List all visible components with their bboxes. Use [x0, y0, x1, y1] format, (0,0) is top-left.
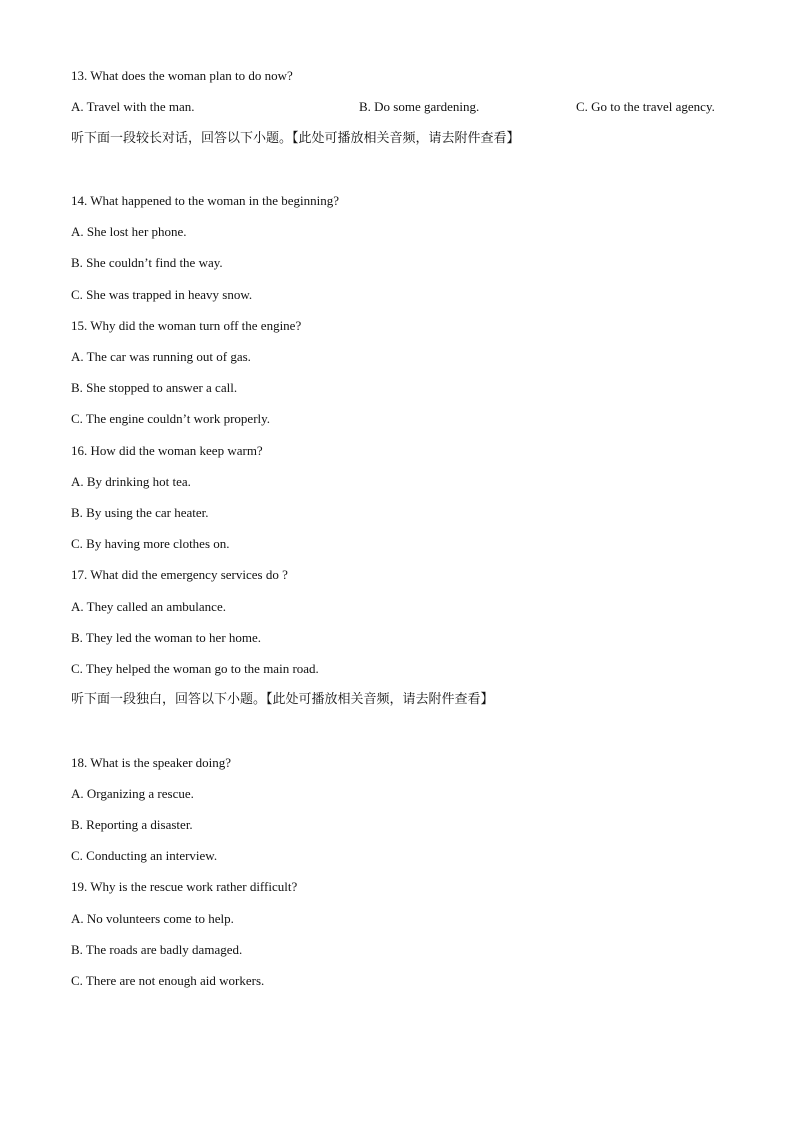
option-a: A. The car was running out of gas.	[71, 349, 251, 364]
option-a: A. By drinking hot tea.	[71, 474, 191, 489]
question-16: 16. How did the woman keep warm?	[71, 443, 263, 458]
option-a: A. She lost her phone.	[71, 224, 187, 239]
option-b: B. Do some gardening.	[359, 99, 480, 114]
option-b: B. She couldn’t find the way.	[71, 255, 223, 270]
option-b: B. By using the car heater.	[71, 505, 209, 520]
option-c: C. The engine couldn’t work properly.	[71, 411, 271, 426]
option-c: C. There are not enough aid workers.	[71, 973, 265, 988]
option-b: B. They led the woman to her home.	[71, 630, 262, 645]
option-a: A. No volunteers come to help.	[71, 911, 234, 926]
question-13-options	[71, 99, 731, 115]
question-15: 15. Why did the woman turn off the engine?	[71, 318, 302, 333]
option-b: B. Reporting a disaster.	[71, 817, 193, 832]
question-18: 18. What is the speaker doing?	[71, 755, 232, 770]
option-a: A. They called an ambulance.	[71, 599, 226, 614]
question-14: 14. What happened to the woman in the beginning?	[71, 193, 339, 208]
question-13: 13. What does the woman plan to do now?	[71, 68, 293, 83]
section-instruction-monologue: 听下面一段独白，回答以下小题。【此处可播放相关音频，请去附件查看】	[71, 692, 494, 707]
option-a: A. Travel with the man.	[71, 99, 195, 114]
question-19: 19. Why is the rescue work rather difficult?	[71, 879, 298, 894]
question-17: 17. What did the emergency services do ?	[71, 567, 288, 582]
option-b: B. The roads are badly damaged.	[71, 942, 243, 957]
option-c: C. By having more clothes on.	[71, 536, 230, 551]
section-instruction-long-dialogue: 听下面一段较长对话，回答以下小题。【此处可播放相关音频，请去附件查看】	[71, 131, 520, 146]
option-c: C. Conducting an interview.	[71, 848, 218, 863]
option-c: C. They helped the woman go to the main road.	[71, 661, 319, 676]
option-c: C. Go to the travel agency.	[576, 99, 715, 114]
option-a: A. Organizing a rescue.	[71, 786, 194, 801]
option-b: B. She stopped to answer a call.	[71, 380, 238, 395]
option-c: C. She was trapped in heavy snow.	[71, 287, 253, 302]
